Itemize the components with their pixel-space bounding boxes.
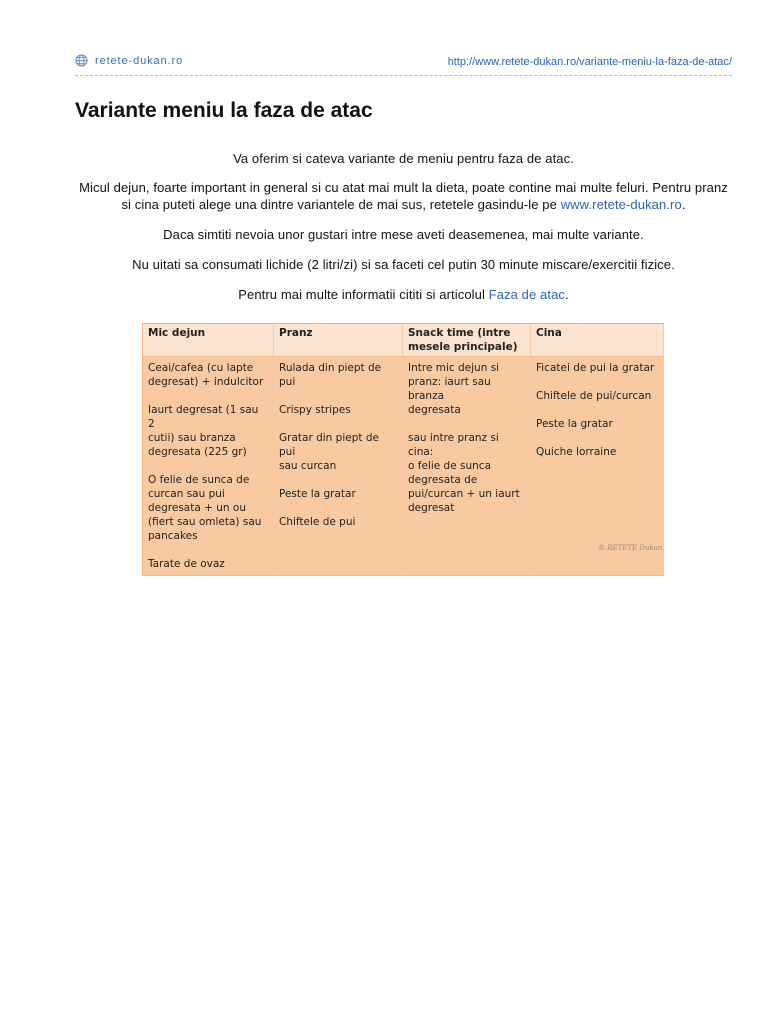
menu-item: Ficatei de pui la gratar <box>536 362 655 374</box>
menu-item: Chiftele de pui/curcan <box>536 390 652 402</box>
more-info-text-end: . <box>565 287 569 302</box>
more-info-text: Pentru mai multe informatii cititi si articolul <box>238 287 489 302</box>
menu-item: Tarate de ovaz <box>148 558 225 570</box>
table-header-row <box>143 324 664 357</box>
menu-item: Intre mic dejun si pranz: iaurt sau branza degresata <box>408 362 500 416</box>
intro-paragraph: Va oferim si cateva variante de meniu pentru faza de atac. <box>233 151 574 166</box>
header-lunch: Pranz <box>274 324 403 357</box>
site-brand[interactable] <box>75 54 183 67</box>
breakfast-text: Micul dejun, foarte important in general si cu atat mai mult la dieta, poate contine mai multe feluri. Pentru pranz si cina puteti alege una dintre variantele de mai sus, retetele gasindu-le pe <box>79 180 728 212</box>
menu-item: Crispy stripes <box>279 404 351 416</box>
site-link[interactable]: www.retete-dukan.ro <box>560 197 682 212</box>
page-title: Variante meniu la faza de atac <box>75 99 373 122</box>
menu-item: O felie de sunca de curcan sau pui degresata + un ou (fiert sau omleta) sau pancakes <box>148 474 262 542</box>
snacks-paragraph: Daca simtiti nevoia unor gustari intre mese aveti deasemenea, mai multe variante. <box>163 227 644 242</box>
menu-table <box>142 323 664 576</box>
menu-item: Ceai/cafea (cu lapte degresat) + indulcitor <box>148 362 264 388</box>
liquids-paragraph: Nu uitati sa consumati lichide (2 litri/zi) si sa faceti cel putin 30 minute miscare/exercitii fizice. <box>132 257 675 272</box>
page-url-link[interactable]: http://www.retete-dukan.ro/variante-meniu-la-faza-de-atac/ <box>447 56 732 68</box>
header-snack: Snack time (intre mesele principale) <box>403 324 531 357</box>
site-name[interactable]: retete-dukan.ro <box>95 54 184 67</box>
menu-item: Rulada din piept de pui <box>279 362 382 388</box>
table-watermark: © RETETE Dukan <box>598 544 663 552</box>
breakfast-paragraph <box>75 179 732 213</box>
globe-icon <box>75 54 88 67</box>
breakfast-cell <box>143 357 274 576</box>
header-divider <box>75 75 732 76</box>
table-row <box>143 357 664 576</box>
menu-item: Quiche lorraine <box>536 446 617 458</box>
breakfast-text-end: . <box>681 197 686 212</box>
menu-item: Gratar din piept de pui sau curcan <box>279 432 379 472</box>
header-breakfast: Mic dejun <box>143 324 274 357</box>
snack-cell <box>403 357 531 576</box>
attack-phase-link[interactable]: Faza de atac <box>488 287 566 302</box>
header-dinner: Cina <box>531 324 664 357</box>
page-header <box>75 54 732 72</box>
dinner-cell <box>531 357 664 576</box>
more-info-paragraph <box>75 286 732 303</box>
lunch-cell <box>274 357 403 576</box>
menu-item: Peste la gratar <box>536 418 613 430</box>
menu-item: Iaurt degresat (1 sau 2 cutii) sau branza degresata (225 gr) <box>148 404 259 458</box>
menu-item: Chiftele de pui <box>279 516 356 528</box>
menu-item: sau intre pranz si cina: o felie de sunca degresata de pui/curcan + un iaurt degresat <box>408 432 520 514</box>
menu-item: Peste la gratar <box>279 488 356 500</box>
